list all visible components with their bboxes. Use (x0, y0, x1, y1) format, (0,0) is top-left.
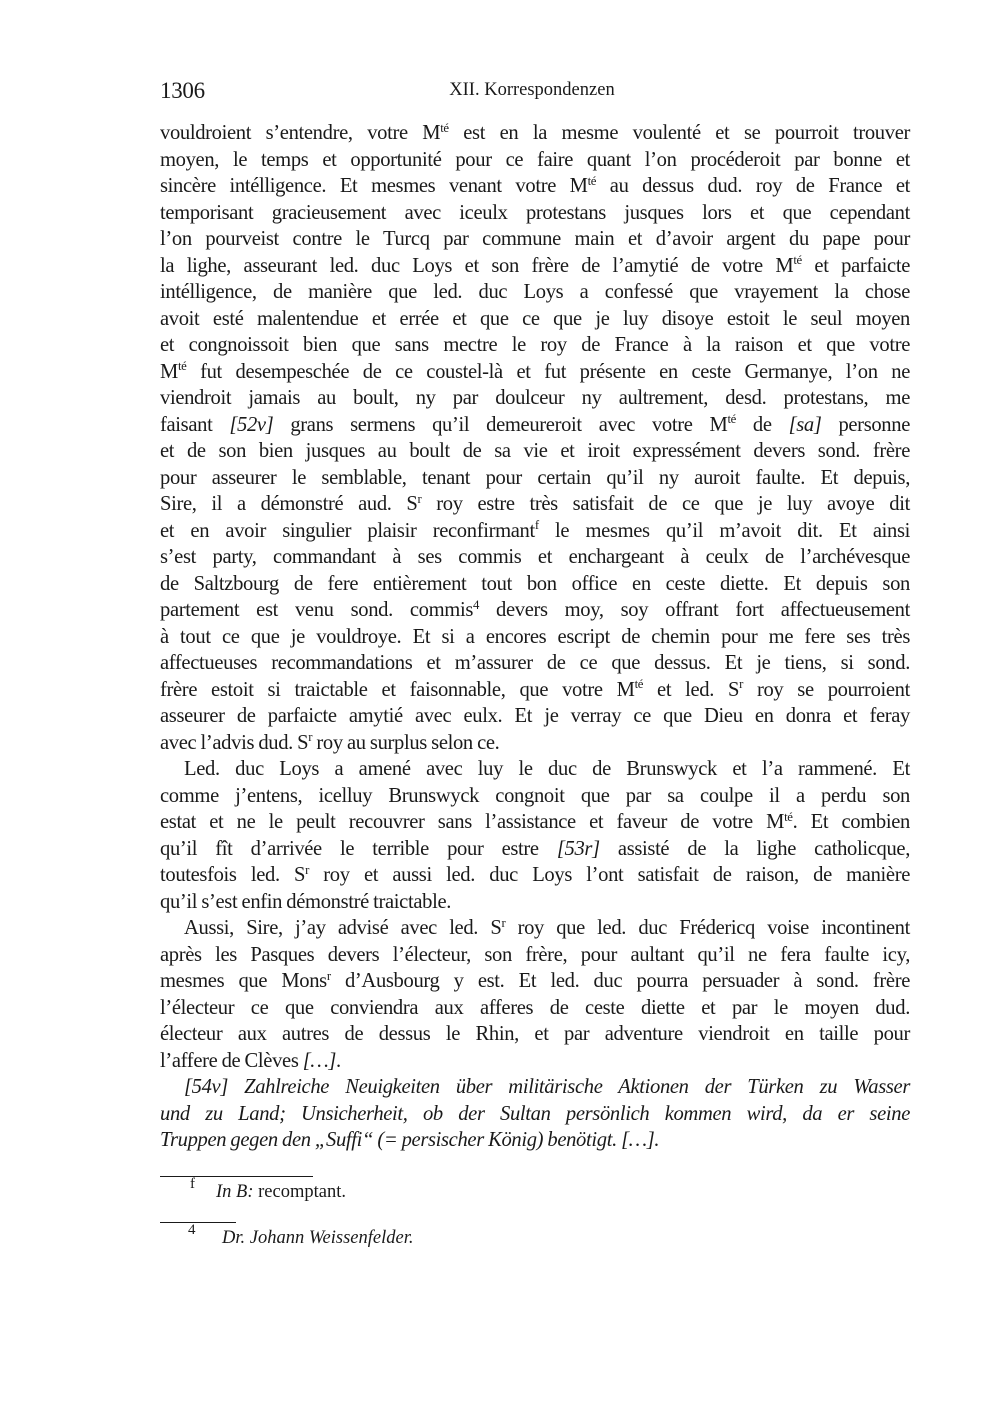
text-segment: et congnoissoit bien que sans mectre le roy de France à la raison et que votre (160, 334, 910, 356)
body-text (160, 120, 910, 1154)
text-segment: Sire, il a démonstré aud. S (160, 493, 418, 515)
footnote-mark: f (190, 1176, 195, 1192)
folio-reference: [53r] (556, 837, 600, 860)
text-line (160, 120, 910, 147)
text-segment: roy au surplus selon ce. (312, 731, 500, 754)
text-segment: roy se pourroient (743, 678, 910, 701)
text-segment: moyen, le temps et opportunité pour ce faire quant l’on procéderoit par bonne et (160, 148, 910, 171)
text-line (160, 518, 910, 545)
text-segment: roy que led. duc Frédericq voise incontinent (505, 917, 910, 939)
text-segment: faisant (160, 413, 230, 436)
text-line (160, 730, 910, 757)
text-segment: devers moy, soy offrant fort affectueusement (479, 599, 910, 621)
footnote-mark: 4 (188, 1222, 196, 1238)
text-line (160, 624, 910, 651)
superscript: té (727, 412, 736, 427)
superscript: f (534, 518, 539, 533)
text-segment: [54v] Zahlreiche Neuigkeiten über militärische Aktionen der Türken zu Wasser (184, 1076, 910, 1098)
text-line (160, 942, 910, 969)
text-line (160, 650, 910, 677)
text-segment: l’on pourveist contre le Turcq par commune main et d’avoir argent du pape pour (160, 228, 910, 250)
text-segment: électeur aux autres de dessus le Rhin, et par adventure viendroit en taille pour (160, 1023, 910, 1045)
text-segment: pour asseurer le semblable, tenant pour certain qu’il ny auroit faulte. Et depuis, (160, 466, 910, 489)
text-segment: mesmes que Mons (160, 970, 327, 992)
text-segment: personne (821, 413, 910, 436)
superscript: r (739, 677, 744, 692)
text-line (160, 200, 910, 227)
text-segment: asseurer de parfaicte amytié avec eulx. Et je verray ce que Dieu en donra et feray (160, 705, 910, 727)
text-segment: estat et ne le peult recouvrer sans l’assistance et faveur de votre M (160, 811, 785, 833)
text-segment: le mesmes qu’il m’avoit dit. Et ainsi (538, 519, 911, 542)
folio-reference: [52v] (229, 413, 274, 436)
text-segment: intélligence, de manière que led. duc Loys a confessé que vrayement la chose (160, 281, 910, 303)
text-line (160, 147, 910, 174)
superscript: té (177, 359, 187, 374)
text-line (160, 412, 910, 439)
text-segment: toutesfois led. S (160, 864, 306, 886)
superscript: r (308, 730, 313, 745)
text-segment: au dessus dud. roy de France et (596, 175, 910, 197)
text-segment: temporisant gracieusement avec iceulx protestans jusques lors et que cependant (160, 201, 910, 224)
text-line (160, 889, 910, 916)
text-line (160, 597, 910, 624)
text-segment: partement est venu sond. commis (160, 599, 473, 621)
superscript: r (326, 968, 331, 983)
text-line (160, 491, 910, 518)
text-line (160, 862, 910, 889)
text-segment: de Saltzbourg de fere entièrement tout bon office en ceste diette. Et depuis son (160, 572, 910, 595)
text-segment: avoit esté malentendue et errée et que ce que je luy disoye estoit le seul moyen (160, 307, 910, 330)
text-segment: Led. duc Loys a amené avec luy le duc de Brunswyck et l’a rammené. Et (184, 758, 910, 780)
text-line (160, 1021, 910, 1048)
text-line (160, 173, 910, 200)
text-segment: comme j’entens, icelluy Brunswyck congnoit que par sa coulpe il a perdu son (160, 784, 910, 807)
footnote-text: recomptant. (253, 1182, 346, 1202)
text-line (160, 809, 910, 836)
text-segment: roy estre très satisfait de ce que je luy avoye dit (421, 493, 910, 515)
running-title: XII. Korrespondenzen (449, 80, 615, 100)
text-segment: avec l’advis dud. S (160, 731, 309, 754)
text-line (160, 253, 910, 280)
footnote-text: Dr. Johann Weissenfelder. (222, 1228, 414, 1248)
text-line (160, 915, 910, 942)
text-segment: M (160, 360, 178, 383)
footnote-label: In B: (216, 1182, 254, 1202)
text-line (160, 544, 910, 571)
text-line (160, 995, 910, 1022)
text-segment: et led. S (643, 678, 740, 701)
text-segment: roy et aussi led. duc Loys l’ont satisfait de raison, de manière (309, 864, 910, 886)
text-line (160, 968, 910, 995)
text-segment: l’électeur ce que conviendra aux afferes de ceste diette et par le moyen dud. (160, 996, 910, 1019)
superscript: té (440, 120, 449, 135)
text-segment: sincère intélligence. Et mesmes venant votre M (160, 175, 588, 197)
text-segment: qu’il fît d’arrivée le terrible pour estre (160, 837, 557, 860)
text-segment: und zu Land; Unsicherheit, ob der Sultan persönlich kommen wird, da er seine (160, 1102, 910, 1125)
text-segment: vouldroient s’entendre, votre M (160, 122, 441, 144)
text-line (160, 836, 910, 863)
text-segment: et de son bien jusques au boult de sa vie et iroit expressément devers sond. frère (160, 440, 910, 462)
folio-reference: […] (302, 1049, 336, 1072)
text-segment: Aussi, Sire, j’ay advisé avec led. S (184, 917, 502, 939)
superscript: r (501, 915, 506, 930)
text-segment: viendroit jamais au boult, ny par doulceur ny aultrement, desd. protestans, me (160, 387, 910, 409)
footnote-rule-explanatory (160, 1222, 236, 1223)
text-segment: affectueuses recommandations et m’assurer de ce que dessus. Et je tiens, si sond. (160, 652, 910, 674)
text-segment: qu’il s’est enfin démonstré traictable. (160, 890, 452, 913)
superscript: 4 (472, 597, 480, 612)
text-line (160, 279, 910, 306)
text-line (160, 571, 910, 598)
text-segment: est en la mesme voulenté et se pourroit trouver (448, 122, 910, 144)
text-segment: grans sermens qu’il demeureroit avec votre M (273, 413, 728, 436)
text-line (160, 756, 910, 783)
superscript: té (587, 173, 597, 188)
superscript: r (417, 491, 422, 506)
text-line (160, 465, 910, 492)
superscript: té (634, 677, 644, 692)
running-head (0, 80, 1004, 101)
text-segment: fut desempeschée de ce coustel-là et fut présente en ceste Germanye, l’on ne (186, 360, 910, 383)
text-segment: . Et combien (792, 811, 910, 833)
text-segment: l’affere de Clèves (160, 1049, 303, 1072)
text-line (160, 306, 910, 333)
superscript: té (793, 253, 802, 268)
text-line (160, 385, 910, 412)
text-line (160, 226, 910, 253)
text-segment: à tout ce que je vouldroye. Et si a encores escript de chemin pour me fere ses très (160, 625, 910, 648)
text-segment: et parfaicte (801, 254, 910, 277)
text-line (160, 1074, 910, 1101)
text-segment: et en avoir singulier plaisir reconfirmant (160, 519, 535, 542)
text-segment: Truppen gegen den „Suffi“ (= persischer König) benötigt. […]. (160, 1129, 660, 1151)
text-segment: d’Ausbourg y est. Et led. duc pourra persuader à sond. frère (330, 970, 910, 992)
text-segment: assisté de la lighe catholicque, (599, 837, 910, 860)
text-segment: de (735, 413, 789, 436)
text-line (160, 438, 910, 465)
text-line (160, 1101, 910, 1128)
text-segment: s’est party, commandant à ses commis et enchargeant à ceulx de l’archévesque (160, 546, 910, 568)
text-line (160, 332, 910, 359)
text-line (160, 703, 910, 730)
text-line (160, 359, 910, 386)
text-segment: frère estoit si traictable et faisonnable, que votre M (160, 678, 635, 701)
footnote-rule-textual (160, 1176, 313, 1177)
folio-reference: [sa] (788, 413, 822, 436)
superscript: r (305, 862, 310, 877)
superscript: té (784, 809, 793, 824)
text-line (160, 783, 910, 810)
text-segment: après les Pasques devers l’électeur, son frère, pour aultant qu’il ne fera faulte icy, (160, 943, 910, 966)
text-line (160, 677, 910, 704)
text-segment: la lighe, asseurant led. duc Loys et son frère de l’amytié de votre M (160, 254, 794, 277)
text-line (160, 1127, 910, 1154)
text-segment: . (335, 1049, 341, 1072)
text-line (160, 1048, 910, 1075)
page-number: 1306 (160, 78, 205, 103)
